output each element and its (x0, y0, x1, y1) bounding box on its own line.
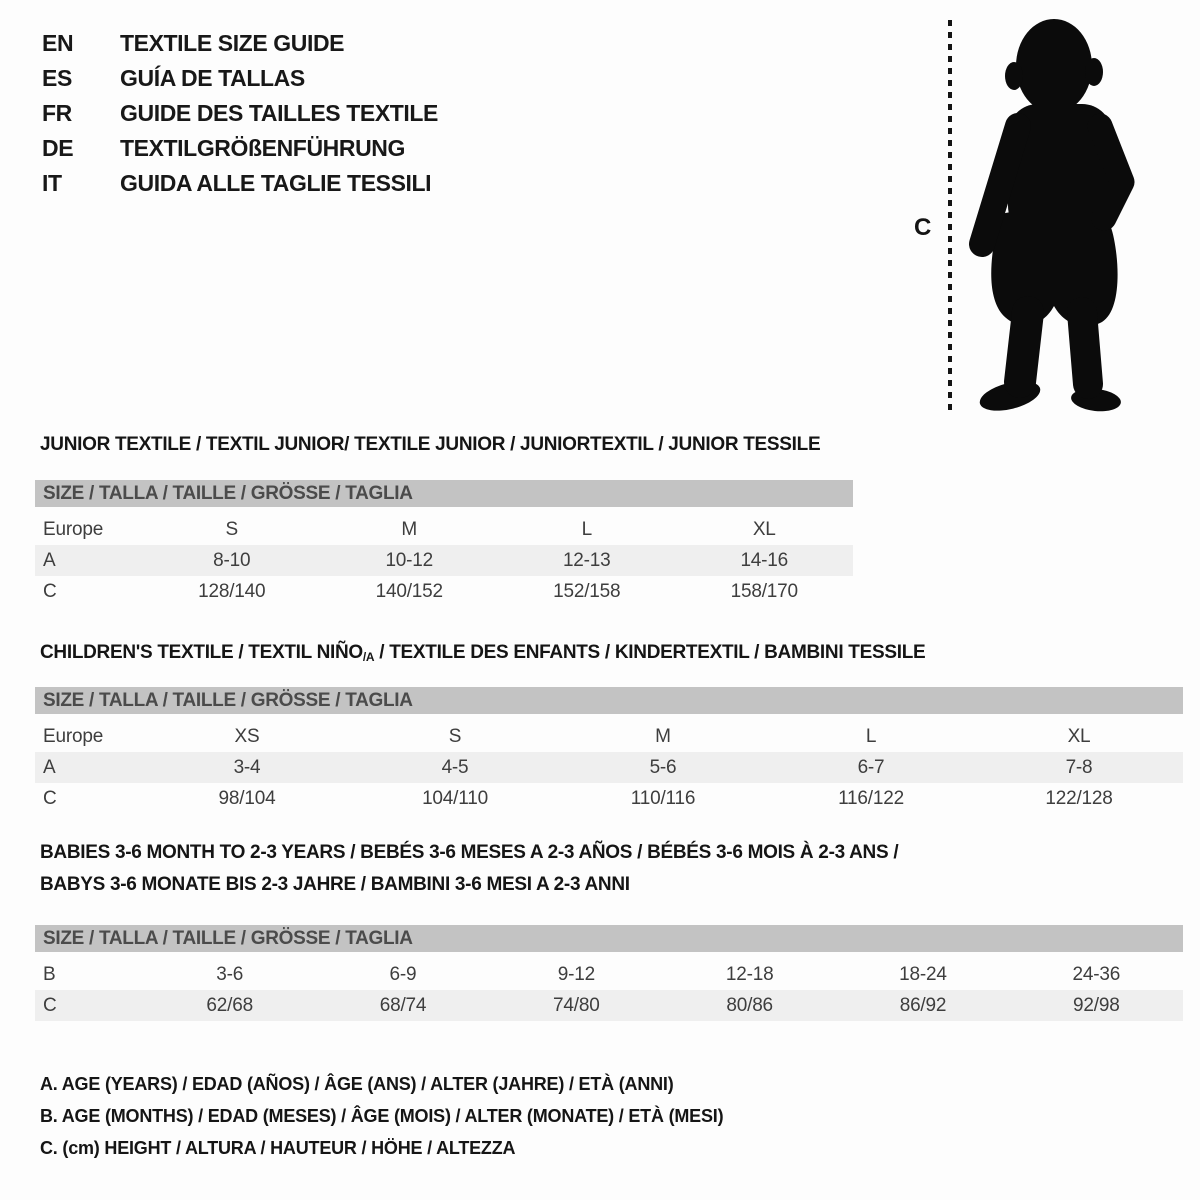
table-cell: XL (752, 519, 776, 540)
table-cell: 152/158 (553, 581, 621, 602)
height-measure-dashed-line (948, 20, 952, 416)
language-row-es (42, 61, 438, 96)
table-cell: 24-36 (1072, 964, 1121, 985)
guide-title: TEXTILE SIZE GUIDE (120, 30, 345, 56)
table-cell: 128/140 (198, 581, 266, 602)
table-row (35, 514, 853, 545)
table-cell: 62/68 (206, 995, 253, 1016)
table-cell: 8-10 (213, 550, 251, 571)
table-cell: 6-7 (857, 757, 885, 778)
language-code: IT (42, 170, 62, 196)
table-cell: 3-4 (233, 757, 261, 778)
table-cell: 12-18 (725, 964, 774, 985)
babies-table-rows (35, 959, 1183, 1021)
babies-size-table (35, 925, 1183, 1021)
table-cell: 18-24 (899, 964, 947, 985)
language-code: ES (42, 65, 72, 91)
section-heading-children (40, 642, 925, 664)
language-title-list (42, 26, 438, 201)
table-cell: 92/98 (1073, 995, 1120, 1016)
table-row (35, 783, 1183, 814)
heading-text: / TEXTILE DES ENFANTS / KINDERTEXTIL / BAMBINI TESSILE (374, 642, 926, 663)
table-cell: 86/92 (899, 995, 947, 1016)
table-cell: 9-12 (557, 964, 595, 985)
table-cell: L (581, 519, 592, 540)
row-label: A (43, 550, 56, 571)
language-row-en (42, 26, 438, 61)
table-cell: 140/152 (375, 581, 443, 602)
row-label: Europe (43, 519, 104, 540)
table-cell: 104/110 (422, 788, 488, 809)
table-row (35, 959, 1183, 990)
row-label: B (43, 964, 56, 985)
table-cell: 5-6 (649, 757, 677, 778)
guide-title: GUIDE DES TAILLES TEXTILE (120, 100, 438, 126)
table-row (35, 990, 1183, 1021)
row-label: Europe (43, 726, 104, 747)
table-row (35, 576, 853, 607)
guide-title: TEXTILGRÖßENFÜHRUNG (120, 135, 405, 161)
row-label: C (43, 788, 57, 809)
heading-text: CHILDREN'S TEXTILE / TEXTIL NIÑO (40, 642, 363, 663)
table-cell: 158/170 (730, 581, 798, 602)
table-cell: 122/128 (1045, 788, 1113, 809)
size-header-band: SIZE / TALLA / TAILLE / GRÖSSE / TAGLIA (35, 480, 853, 507)
table-row (35, 545, 853, 576)
table-cell: 7-8 (1065, 757, 1093, 778)
language-row-it (42, 166, 438, 201)
table-cell: M (655, 726, 671, 747)
table-cell: 116/122 (838, 788, 904, 809)
table-row (35, 752, 1183, 783)
table-cell: L (865, 726, 877, 747)
size-header-band: SIZE / TALLA / TAILLE / GRÖSSE / TAGLIA (35, 925, 1183, 952)
children-table-rows (35, 721, 1183, 814)
table-cell: 98/104 (218, 788, 276, 809)
table-cell: 74/80 (553, 995, 600, 1016)
guide-title: GUÍA DE TALLAS (120, 65, 305, 91)
row-label: C (43, 995, 57, 1016)
table-cell: XS (234, 726, 260, 747)
table-cell: 10-12 (385, 550, 434, 571)
legend-age-years: A. AGE (YEARS) / EDAD (AÑOS) / ÂGE (ANS) / ALTER (JAHRE) / ETÀ (ANNI) (40, 1074, 674, 1094)
junior-table-rows (35, 514, 853, 607)
table-cell: S (225, 519, 238, 540)
table-cell: 110/116 (630, 788, 696, 809)
language-row-fr (42, 96, 438, 131)
table-cell: 14-16 (740, 550, 789, 571)
table-cell: 80/86 (726, 995, 773, 1016)
section-heading-babies-line2: BABYS 3-6 MONATE BIS 2-3 JAHRE / BAMBINI 3-6 MESI A 2-3 ANNI (40, 874, 630, 895)
table-cell: 6-9 (389, 964, 417, 985)
legend-age-months: B. AGE (MONTHS) / EDAD (MESES) / ÂGE (MOIS) / ALTER (MONATE) / ETÀ (MESI) (40, 1106, 724, 1126)
row-label: C (43, 581, 57, 602)
junior-size-table (35, 480, 853, 607)
table-cell: 68/74 (379, 995, 427, 1016)
table-cell: 12-13 (562, 550, 611, 571)
toddler-silhouette (966, 14, 1138, 418)
language-code: FR (42, 100, 72, 126)
table-cell: 3-6 (216, 964, 244, 985)
heading-subscript: /A (362, 650, 375, 664)
section-heading-babies-line1: BABIES 3-6 MONTH TO 2-3 YEARS / BEBÉS 3-6 MESES A 2-3 AÑOS / BÉBÉS 3-6 MOIS À 2-3 ANS / (40, 842, 899, 863)
language-code: DE (42, 135, 74, 161)
section-heading-junior: JUNIOR TEXTILE / TEXTIL JUNIOR/ TEXTILE JUNIOR / JUNIORTEXTIL / JUNIOR TESSILE (40, 434, 821, 455)
language-code: EN (42, 30, 74, 56)
size-header-band: SIZE / TALLA / TAILLE / GRÖSSE / TAGLIA (35, 687, 1183, 714)
table-cell: S (448, 726, 462, 747)
legend-height-cm: C. (cm) HEIGHT / ALTURA / HAUTEUR / HÖHE / ALTEZZA (40, 1138, 516, 1158)
legend (40, 1068, 723, 1164)
table-cell: M (401, 519, 418, 540)
row-label: A (43, 757, 56, 778)
children-size-table (35, 687, 1183, 814)
height-measure-label: C (914, 214, 931, 241)
guide-title: GUIDA ALLE TAGLIE TESSILI (120, 170, 432, 196)
table-cell: 4-5 (441, 757, 469, 778)
table-cell: XL (1067, 726, 1091, 747)
language-row-de (42, 131, 438, 166)
table-row (35, 721, 1183, 752)
